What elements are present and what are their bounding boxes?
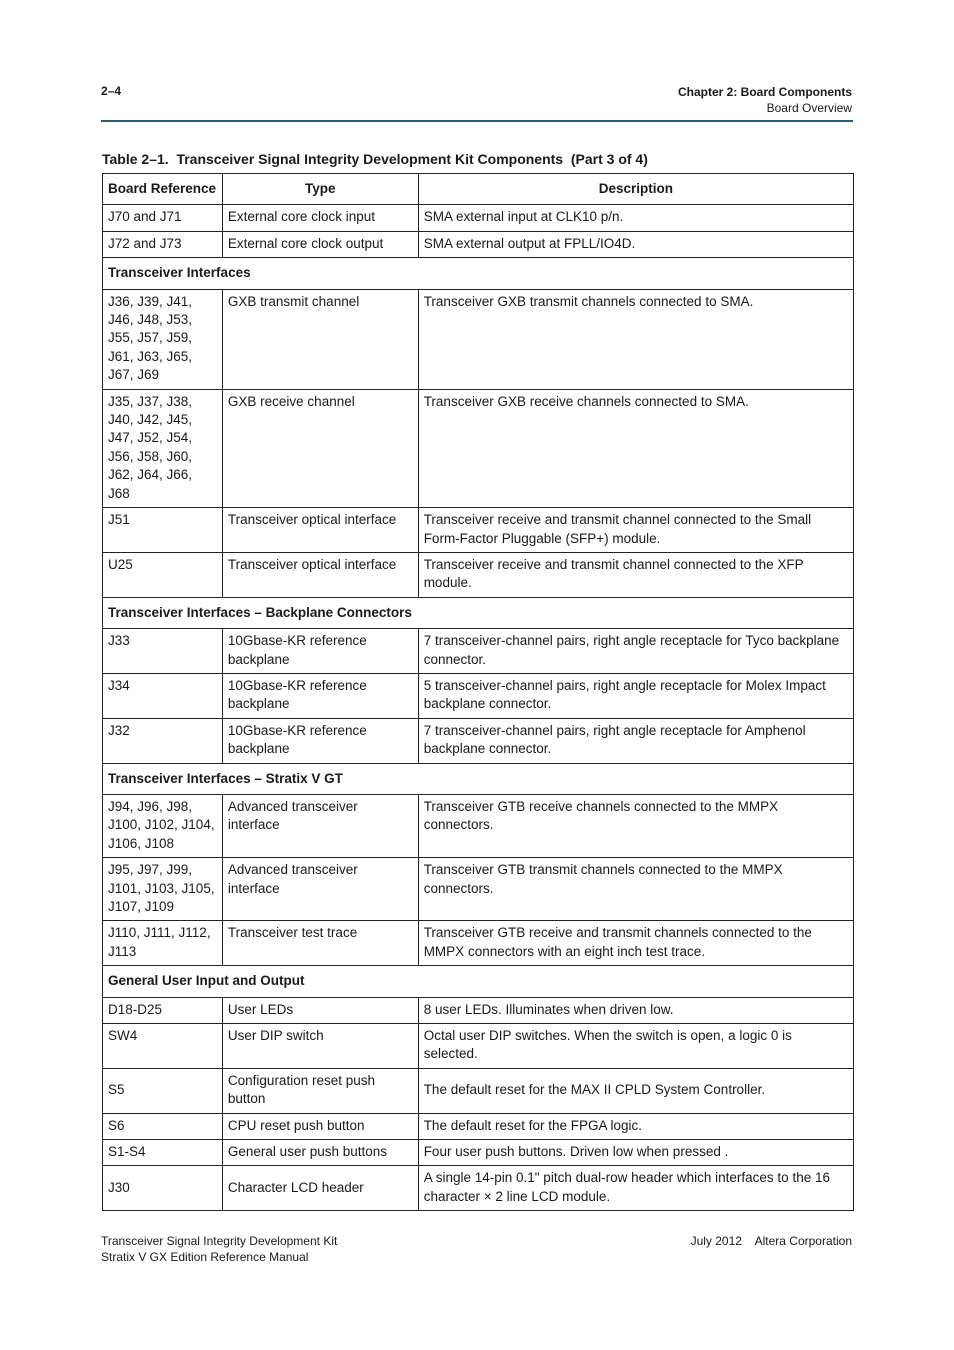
table-row bbox=[103, 673, 854, 718]
cell-description: SMA external output at FPLL/IO4D. bbox=[418, 231, 853, 257]
cell-board-reference: J95, J97, J99, J101, J103, J105, J107, J109 bbox=[103, 858, 223, 921]
table-section-row bbox=[103, 763, 854, 794]
cell-type: External core clock output bbox=[222, 231, 418, 257]
cell-type: Advanced transceiver interface bbox=[222, 858, 418, 921]
table-row bbox=[103, 1166, 854, 1211]
cell-description: A single 14-pin 0.1" pitch dual-row header which interfaces to the 16 character × 2 line LCD module. bbox=[418, 1166, 853, 1211]
cell-type: GXB transmit channel bbox=[222, 289, 418, 389]
cell-type: Advanced transceiver interface bbox=[222, 794, 418, 857]
cell-description: 5 transceiver-channel pairs, right angle receptacle for Molex Impact backplane connector. bbox=[418, 673, 853, 718]
cell-type: User LEDs bbox=[222, 997, 418, 1023]
cell-board-reference: U25 bbox=[103, 552, 223, 597]
section-title: Board Overview bbox=[766, 101, 852, 115]
cell-description: Transceiver receive and transmit channel connected to the Small Form-Factor Pluggable (SFP+) module. bbox=[418, 508, 853, 553]
cell-type: Configuration reset push button bbox=[222, 1068, 418, 1113]
cell-board-reference: J110, J111, J112, J113 bbox=[103, 921, 223, 966]
cell-description: Octal user DIP switches. When the switch is open, a logic 0 is selected. bbox=[418, 1024, 853, 1069]
header-rule bbox=[101, 120, 853, 122]
cell-type: Character LCD header bbox=[222, 1166, 418, 1211]
cell-type: User DIP switch bbox=[222, 1024, 418, 1069]
cell-description: Transceiver GTB receive and transmit channels connected to the MMPX connectors with an eight inch test trace. bbox=[418, 921, 853, 966]
section-heading: Transceiver Interfaces – Backplane Connectors bbox=[103, 597, 854, 628]
section-heading: Transceiver Interfaces – Stratix V GT bbox=[103, 763, 854, 794]
column-header-description: Description bbox=[418, 174, 853, 205]
cell-board-reference: J34 bbox=[103, 673, 223, 718]
table-body bbox=[103, 205, 854, 1211]
cell-type: Transceiver test trace bbox=[222, 921, 418, 966]
table-row bbox=[103, 1068, 854, 1113]
cell-description: The default reset for the FPGA logic. bbox=[418, 1113, 853, 1139]
cell-board-reference: D18-D25 bbox=[103, 997, 223, 1023]
table-row bbox=[103, 1024, 854, 1069]
footer-right bbox=[691, 1233, 852, 1249]
cell-description: Four user push buttons. Driven low when pressed . bbox=[418, 1140, 853, 1166]
table-row bbox=[103, 997, 854, 1023]
cell-type: Transceiver optical interface bbox=[222, 552, 418, 597]
cell-type: GXB receive channel bbox=[222, 389, 418, 507]
cell-board-reference: S6 bbox=[103, 1113, 223, 1139]
cell-description: Transceiver GXB transmit channels connected to SMA. bbox=[418, 289, 853, 389]
cell-board-reference: SW4 bbox=[103, 1024, 223, 1069]
table-row bbox=[103, 718, 854, 763]
table-header-row bbox=[103, 174, 854, 205]
section-heading: Transceiver Interfaces bbox=[103, 258, 854, 289]
footer-date-company: July 2012 Altera Corporation bbox=[690, 1234, 852, 1248]
table-row bbox=[103, 289, 854, 389]
cell-board-reference: J72 and J73 bbox=[103, 231, 223, 257]
cell-description: Transceiver GTB transmit channels connected to the MMPX connectors. bbox=[418, 858, 853, 921]
cell-description: The default reset for the MAX II CPLD System Controller. bbox=[418, 1068, 853, 1113]
chapter-title: Chapter 2: Board Components bbox=[677, 85, 852, 99]
cell-type: External core clock input bbox=[222, 205, 418, 231]
cell-type: General user push buttons bbox=[222, 1140, 418, 1166]
table-row bbox=[103, 231, 854, 257]
table-row bbox=[103, 1140, 854, 1166]
running-header bbox=[678, 84, 852, 116]
table-row bbox=[103, 921, 854, 966]
cell-board-reference: J32 bbox=[103, 718, 223, 763]
table-row bbox=[103, 858, 854, 921]
cell-type: 10Gbase-KR reference backplane bbox=[222, 629, 418, 674]
table-caption: Table 2–1. Transceiver Signal Integrity Development Kit Components (Part 3 of 4) bbox=[102, 151, 648, 167]
section-heading: General User Input and Output bbox=[103, 966, 854, 997]
cell-board-reference: J35, J37, J38, J40, J42, J45, J47, J52, J54, J56, J58, J60, J62, J64, J66, J68 bbox=[103, 389, 223, 507]
cell-board-reference: J36, J39, J41, J46, J48, J53, J55, J57, J59, J61, J63, J65, J67, J69 bbox=[103, 289, 223, 389]
cell-board-reference: J51 bbox=[103, 508, 223, 553]
cell-board-reference: J70 and J71 bbox=[103, 205, 223, 231]
table-section-row bbox=[103, 966, 854, 997]
components-table bbox=[102, 173, 854, 1211]
cell-description: Transceiver GXB receive channels connected to SMA. bbox=[418, 389, 853, 507]
cell-description: Transceiver GTB receive channels connected to the MMPX connectors. bbox=[418, 794, 853, 857]
footer-kit-title: Transceiver Signal Integrity Development Kit bbox=[101, 1234, 338, 1248]
cell-description: Transceiver receive and transmit channel connected to the XFP module. bbox=[418, 552, 853, 597]
cell-type: 10Gbase-KR reference backplane bbox=[222, 673, 418, 718]
table-row bbox=[103, 1113, 854, 1139]
cell-type: CPU reset push button bbox=[222, 1113, 418, 1139]
cell-board-reference: J30 bbox=[103, 1166, 223, 1211]
cell-description: 8 user LEDs. Illuminates when driven low. bbox=[418, 997, 853, 1023]
cell-board-reference: S5 bbox=[103, 1068, 223, 1113]
table-section-row bbox=[103, 258, 854, 289]
table-row bbox=[103, 508, 854, 553]
column-header-type: Type bbox=[222, 174, 418, 205]
cell-board-reference: J94, J96, J98, J100, J102, J104, J106, J108 bbox=[103, 794, 223, 857]
table-row bbox=[103, 389, 854, 507]
page-number: 2–4 bbox=[101, 84, 122, 98]
cell-description: 7 transceiver-channel pairs, right angle receptacle for Tyco backplane connector. bbox=[418, 629, 853, 674]
footer-left bbox=[101, 1233, 337, 1265]
cell-type: Transceiver optical interface bbox=[222, 508, 418, 553]
table-row bbox=[103, 205, 854, 231]
table-section-row bbox=[103, 597, 854, 628]
footer-manual-title: Stratix V GX Edition Reference Manual bbox=[101, 1250, 309, 1264]
cell-board-reference: S1-S4 bbox=[103, 1140, 223, 1166]
cell-description: SMA external input at CLK10 p/n. bbox=[418, 205, 853, 231]
table-row bbox=[103, 629, 854, 674]
cell-description: 7 transceiver-channel pairs, right angle receptacle for Amphenol backplane connector. bbox=[418, 718, 853, 763]
table-row bbox=[103, 552, 854, 597]
table-row bbox=[103, 794, 854, 857]
cell-board-reference: J33 bbox=[103, 629, 223, 674]
cell-type: 10Gbase-KR reference backplane bbox=[222, 718, 418, 763]
column-header-board-reference: Board Reference bbox=[103, 174, 223, 205]
